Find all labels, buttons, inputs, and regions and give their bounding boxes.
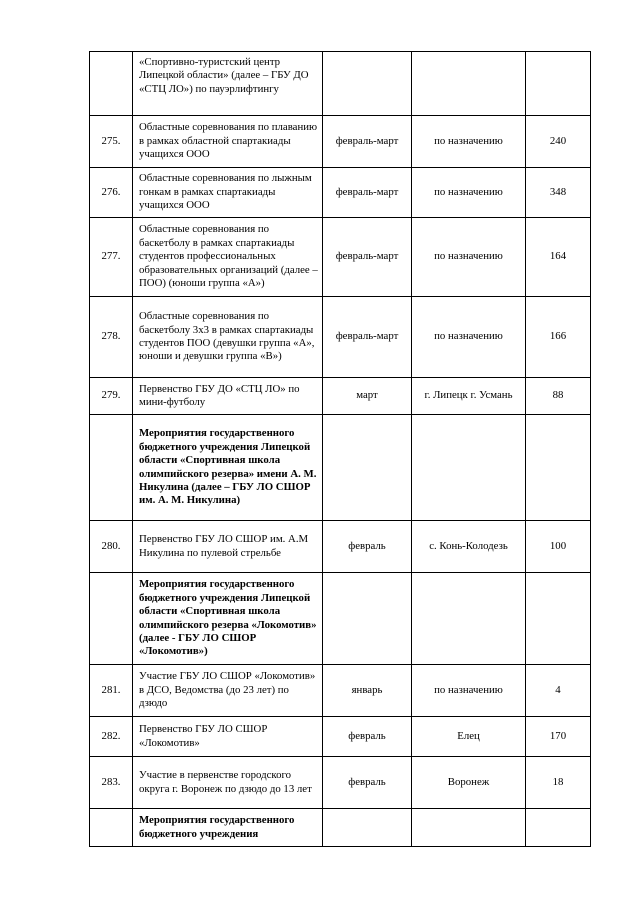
event-place: по назначению: [412, 665, 526, 717]
participant-count: [526, 809, 591, 847]
event-name: Областные соревнования по баскетболу 3х3 в рамках спартакиады студентов ПОО (девушки группа «А», юноши и девушки группа «В»): [133, 297, 323, 378]
event-name: Областные соревнования по лыжным гонкам в рамках спартакиады учащихся ООО: [133, 168, 323, 218]
table-row: [90, 297, 591, 378]
event-place: с. Конь-Колодезь: [412, 521, 526, 573]
row-number: 277.: [90, 218, 133, 297]
table-row: [90, 52, 591, 116]
event-name: Участие в первенстве городского округа г. Воронеж по дзюдо до 13 лет: [133, 757, 323, 809]
participant-count: 164: [526, 218, 591, 297]
event-period: февраль: [323, 757, 412, 809]
section-title: Мероприятия государственного бюджетного учреждения: [133, 809, 323, 847]
table-row: [90, 521, 591, 573]
row-number: 275.: [90, 116, 133, 168]
table-row: [90, 116, 591, 168]
event-name: Участие ГБУ ЛО СШОР «Локомотив» в ДСО, Ведомства (до 23 лет) по дзюдо: [133, 665, 323, 717]
event-name: Первенство ГБУ ДО «СТЦ ЛО» по мини-футболу: [133, 378, 323, 415]
participant-count: 348: [526, 168, 591, 218]
row-number: [90, 573, 133, 665]
event-place: [412, 415, 526, 521]
participant-count: [526, 573, 591, 665]
event-name: Первенство ГБУ ЛО СШОР «Локомотив»: [133, 717, 323, 757]
table-row: [90, 665, 591, 717]
events-table-body: [90, 52, 591, 847]
participant-count: 240: [526, 116, 591, 168]
section-header-row: [90, 415, 591, 521]
participant-count: [526, 415, 591, 521]
table-row: [90, 378, 591, 415]
event-period: [323, 52, 412, 116]
event-period: [323, 573, 412, 665]
event-period: февраль-март: [323, 218, 412, 297]
event-name: Областные соревнования по баскетболу в рамках спартакиады студентов профессиональных образовательных организаций (далее –ПОО) (юноши группа «А»): [133, 218, 323, 297]
row-number: [90, 52, 133, 116]
table-row: [90, 168, 591, 218]
row-number: [90, 809, 133, 847]
event-place: [412, 573, 526, 665]
participant-count: [526, 52, 591, 116]
row-number: 279.: [90, 378, 133, 415]
event-place: [412, 809, 526, 847]
participant-count: 88: [526, 378, 591, 415]
section-header-row: [90, 573, 591, 665]
table-row: [90, 717, 591, 757]
event-place: по назначению: [412, 218, 526, 297]
event-place: г. Липецк г. Усмань: [412, 378, 526, 415]
event-period: февраль: [323, 521, 412, 573]
event-place: по назначению: [412, 116, 526, 168]
event-period: [323, 415, 412, 521]
participant-count: 18: [526, 757, 591, 809]
event-name: «Спортивно-туристский центр Липецкой области» (далее – ГБУ ДО «СТЦ ЛО») по пауэрлифтингу: [133, 52, 323, 116]
event-period: февраль-март: [323, 297, 412, 378]
participant-count: 100: [526, 521, 591, 573]
event-place: Елец: [412, 717, 526, 757]
event-period: февраль-март: [323, 168, 412, 218]
event-period: февраль: [323, 717, 412, 757]
event-period: [323, 809, 412, 847]
row-number: [90, 415, 133, 521]
event-period: январь: [323, 665, 412, 717]
event-period: февраль-март: [323, 116, 412, 168]
row-number: 283.: [90, 757, 133, 809]
event-place: по назначению: [412, 168, 526, 218]
table-row: [90, 218, 591, 297]
event-place: по назначению: [412, 297, 526, 378]
row-number: 280.: [90, 521, 133, 573]
event-name: Первенство ГБУ ЛО СШОР им. А.М Никулина по пулевой стрельбе: [133, 521, 323, 573]
participant-count: 170: [526, 717, 591, 757]
row-number: 276.: [90, 168, 133, 218]
event-place: [412, 52, 526, 116]
event-period: март: [323, 378, 412, 415]
event-name: Областные соревнования по плаванию в рамках областной спартакиады учащихся ООО: [133, 116, 323, 168]
section-title: Мероприятия государственного бюджетного учреждения Липецкой области «Спортивная школа олимпийского резерва «Локомотив» (далее - ГБУ ЛО СШОР «Локомотив»): [133, 573, 323, 665]
row-number: 282.: [90, 717, 133, 757]
row-number: 278.: [90, 297, 133, 378]
event-place: Воронеж: [412, 757, 526, 809]
section-title: Мероприятия государственного бюджетного учреждения Липецкой области «Спортивная школа олимпийского резерва» имени А. М. Никулина (далее – ГБУ ЛО СШОР им. А. М. Никулина): [133, 415, 323, 521]
participant-count: 4: [526, 665, 591, 717]
participant-count: 166: [526, 297, 591, 378]
row-number: 281.: [90, 665, 133, 717]
section-header-row: [90, 809, 591, 847]
events-table: [89, 51, 591, 847]
table-row: [90, 757, 591, 809]
